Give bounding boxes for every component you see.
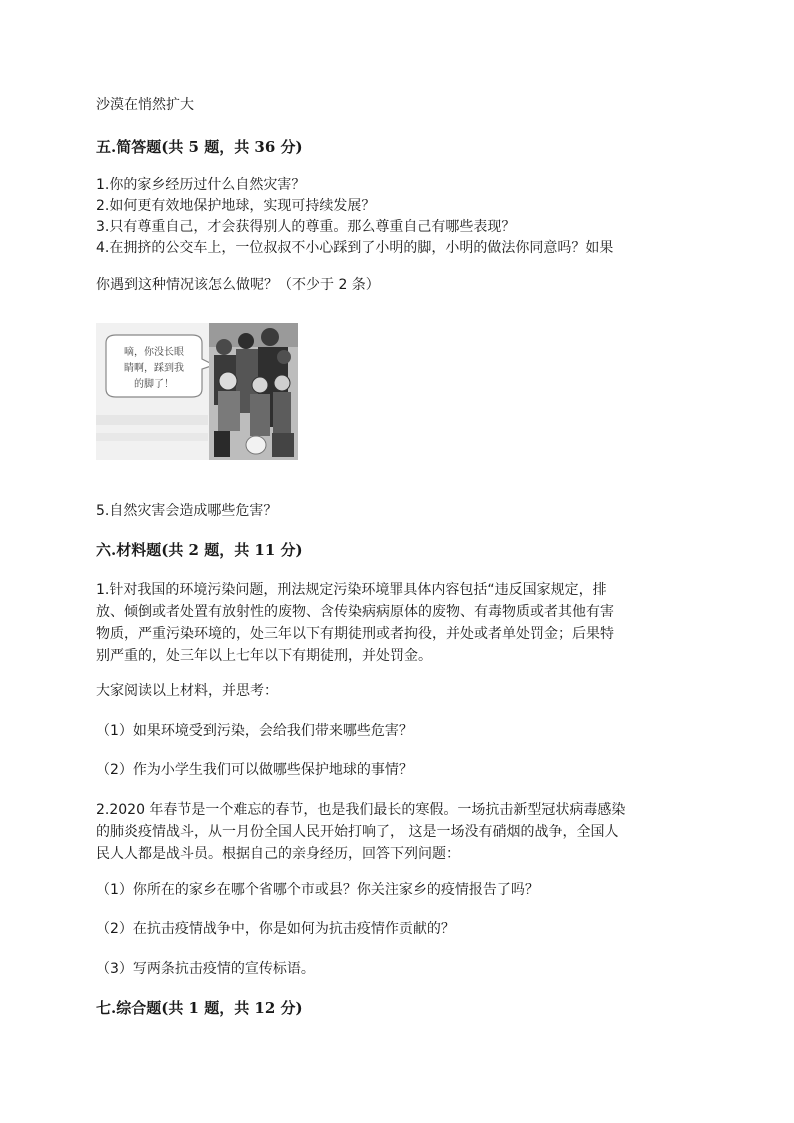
section-heading-5: 五.简答题(共 5 题，共 36 分) [96,138,303,156]
material-2-sub-question-3: （3）写两条抗击疫情的宣传标语。 [96,961,315,977]
material-1-sub-question-1: （1）如果环境受到污染，会给我们带来哪些危害？ [96,723,413,739]
bubble-text-3: 的脚了！ [134,379,174,390]
material-2-line3: 民人人都是战斗员。根据自己的亲身经历，回答下列问题： [96,846,460,862]
question-4-line1: 4.在拥挤的公交车上，一位叔叔不小心踩到了小明的脚，小明的做法你同意吗？如果 [96,240,614,256]
material-2-sub-question-2: （2）在抗击疫情战争中，你是如何为抗击疫情作贡献的？ [96,921,455,937]
material-1-line1: 1.针对我国的环境污染问题，刑法规定污染环境罪具体内容包括“违反国家规定，排 [96,582,607,598]
bus-crowd-illustration [96,323,298,460]
material-1-line4: 别严重的，处三年以上七年以下有期徒刑，并处罚金。 [96,648,432,664]
question-2: 2.如何更有效地保护地球，实现可持续发展？ [96,198,376,214]
question-1: 1.你的家乡经历过什么自然灾害？ [96,177,306,193]
material-1-prompt: 大家阅读以上材料，并思考： [96,683,278,699]
question-5: 5.自然灾害会造成哪些危害？ [96,503,278,519]
bubble-text-2: 睛啊，踩到我 [124,363,184,374]
section-heading-7: 七.综合题(共 1 题，共 12 分) [96,999,303,1017]
material-2-sub-question-1: （1）你所在的家乡在哪个省哪个市或县？你关注家乡的疫情报告了吗？ [96,882,539,898]
material-2-line1: 2.2020 年春节是一个难忘的春节，也是我们最长的寒假。一场抗击新型冠状病毒感染 [96,802,626,818]
material-1-line2: 放、倾倒或者处置有放射性的废物、含传染病病原体的废物、有毒物质或者其他有害 [96,604,614,620]
material-2-line2: 的肺炎疫情战斗，从一月份全国人民开始打响了， 这是一场没有硝烟的战争，全国人 [96,824,619,840]
material-1-line3: 物质，严重污染环境的，处三年以下有期徒刑或者拘役，并处或者单处罚金；后果特 [96,626,614,642]
bubble-text-1: 嘀，你没长眼 [124,347,184,358]
text-line: 沙漠在悄然扩大 [96,97,194,113]
question-3: 3.只有尊重自己，才会获得别人的尊重。那么尊重自己有哪些表现？ [96,219,516,235]
section-heading-6: 六.材料题(共 2 题，共 11 分) [96,541,303,559]
question-4-line2: 你遇到这种情况该怎么做呢？（不少于 2 条） [96,277,380,293]
material-1-sub-question-2: （2）作为小学生我们可以做哪些保护地球的事情？ [96,762,413,778]
